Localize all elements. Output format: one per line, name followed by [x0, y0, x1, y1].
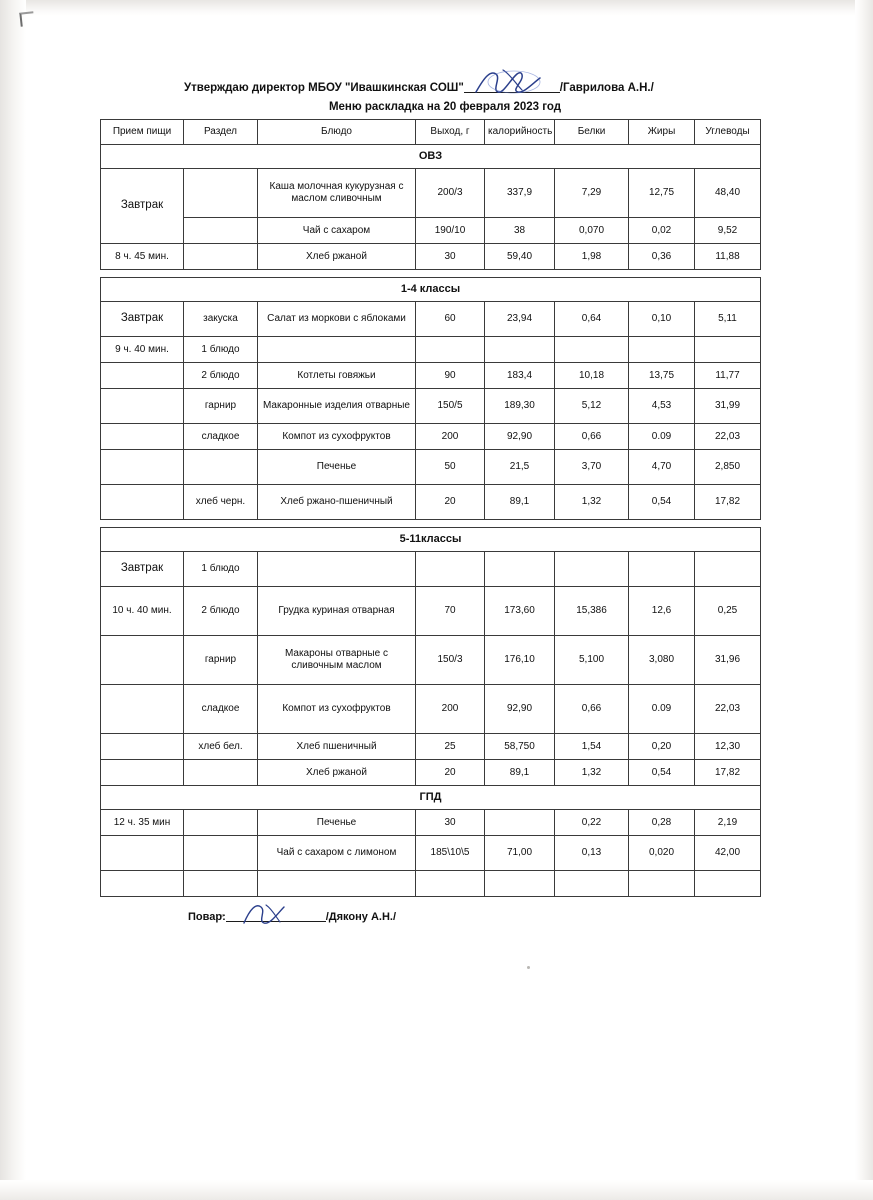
uglevody-cell: 17,82 — [695, 760, 761, 786]
table-row — [101, 363, 761, 389]
meal-empty-cell — [101, 836, 184, 871]
razdel-cell: гарнир — [184, 636, 258, 685]
section-title-gpd: ГПД — [101, 786, 761, 810]
approval-signatory: /Гаврилова А.Н./ — [559, 82, 654, 94]
vyhod-cell: 200 — [416, 685, 485, 734]
section-header-row — [101, 786, 761, 810]
meal-time-ovz: 8 ч. 45 мин. — [101, 244, 184, 270]
kcal-cell — [485, 810, 555, 836]
table-row — [101, 169, 761, 218]
meal-label-grades-1-4: Завтрак — [101, 302, 184, 337]
cook-signature-mark — [240, 901, 310, 927]
document-title: Меню раскладка на 20 февраля 2023 год — [328, 101, 562, 113]
vyhod-cell: 70 — [416, 587, 485, 636]
vyhod-cell: 200 — [416, 424, 485, 450]
dish-cell: Чай с сахаром с лимоном — [258, 836, 416, 871]
kcal-cell: 23,94 — [485, 302, 555, 337]
document-content — [100, 78, 760, 923]
meal-time-grades-5-11: 10 ч. 40 мин. — [101, 587, 184, 636]
razdel-cell: хлеб бел. — [184, 734, 258, 760]
dish-cell: Хлеб ржано-пшеничный — [258, 485, 416, 520]
belki-cell: 0,070 — [555, 218, 629, 244]
meal-time-grades-1-4: 9 ч. 40 мин. — [101, 337, 184, 363]
header-zhiry: Жиры — [629, 120, 695, 145]
belki-cell — [555, 871, 629, 897]
zhiry-cell — [629, 871, 695, 897]
dish-cell: Грудка куриная отварная — [258, 587, 416, 636]
uglevody-cell: 2,850 — [695, 450, 761, 485]
zhiry-cell: 0,54 — [629, 760, 695, 786]
meal-empty-cell — [101, 685, 184, 734]
kcal-cell: 176,10 — [485, 636, 555, 685]
dish-cell: Котлеты говяжьи — [258, 363, 416, 389]
uglevody-cell: 9,52 — [695, 218, 761, 244]
meal-empty-cell — [101, 760, 184, 786]
vyhod-cell: 200/3 — [416, 169, 485, 218]
razdel-cell — [184, 836, 258, 871]
table-row — [101, 760, 761, 786]
table-row — [101, 485, 761, 520]
razdel-cell: гарнир — [184, 389, 258, 424]
uglevody-cell: 22,03 — [695, 424, 761, 450]
table-row — [101, 810, 761, 836]
menu-table — [100, 119, 761, 897]
uglevody-cell: 17,82 — [695, 485, 761, 520]
uglevody-cell — [695, 552, 761, 587]
table-row — [101, 424, 761, 450]
table-row — [101, 389, 761, 424]
vyhod-cell — [416, 552, 485, 587]
uglevody-cell: 42,00 — [695, 836, 761, 871]
table-row — [101, 734, 761, 760]
section-title-ovz: ОВЗ — [101, 145, 761, 169]
uglevody-cell — [695, 337, 761, 363]
belki-cell: 0,22 — [555, 810, 629, 836]
vyhod-cell: 30 — [416, 244, 485, 270]
zhiry-cell: 3,080 — [629, 636, 695, 685]
belki-cell: 10,18 — [555, 363, 629, 389]
zhiry-cell: 0.09 — [629, 424, 695, 450]
zhiry-cell: 4,53 — [629, 389, 695, 424]
belki-cell: 15,386 — [555, 587, 629, 636]
section-spacer — [101, 520, 761, 528]
dish-cell: Салат из моркови с яблоками — [258, 302, 416, 337]
razdel-cell — [184, 450, 258, 485]
kcal-cell — [485, 871, 555, 897]
vyhod-cell: 50 — [416, 450, 485, 485]
vyhod-cell — [416, 337, 485, 363]
zhiry-cell: 12,75 — [629, 169, 695, 218]
dish-cell — [258, 552, 416, 587]
section-header-row — [101, 145, 761, 169]
page-corner-mark-icon — [19, 11, 34, 26]
kcal-cell: 89,1 — [485, 760, 555, 786]
belki-cell: 1,54 — [555, 734, 629, 760]
dish-cell: Компот из сухофруктов — [258, 685, 416, 734]
belki-cell: 0,64 — [555, 302, 629, 337]
table-row — [101, 587, 761, 636]
uglevody-cell: 2,19 — [695, 810, 761, 836]
vyhod-cell: 25 — [416, 734, 485, 760]
approval-line — [184, 78, 760, 94]
cook-signature-slot — [226, 907, 326, 923]
vyhod-cell: 150/3 — [416, 636, 485, 685]
approval-prefix: Утверждаю директор МБОУ "Ивашкинская СОШ" — [184, 82, 464, 94]
uglevody-cell: 0,25 — [695, 587, 761, 636]
scan-edge-top — [0, 0, 873, 16]
razdel-cell: 2 блюдо — [184, 587, 258, 636]
kcal-cell: 21,5 — [485, 450, 555, 485]
zhiry-cell — [629, 337, 695, 363]
dish-cell: Макаронные изделия отварные — [258, 389, 416, 424]
uglevody-cell: 31,96 — [695, 636, 761, 685]
vyhod-cell: 20 — [416, 760, 485, 786]
vyhod-cell: 90 — [416, 363, 485, 389]
table-row — [101, 450, 761, 485]
belki-cell: 0,66 — [555, 685, 629, 734]
table-row — [101, 685, 761, 734]
table-header-row — [101, 120, 761, 145]
meal-label-ovz: Завтрак — [101, 169, 184, 244]
kcal-cell: 173,60 — [485, 587, 555, 636]
belki-cell — [555, 337, 629, 363]
razdel-cell: 1 блюдо — [184, 552, 258, 587]
razdel-cell — [184, 244, 258, 270]
table-row — [101, 218, 761, 244]
dish-cell: Хлеб пшеничный — [258, 734, 416, 760]
dish-cell: Хлеб ржаной — [258, 244, 416, 270]
zhiry-cell: 0,20 — [629, 734, 695, 760]
zhiry-cell: 4,70 — [629, 450, 695, 485]
dish-cell — [258, 871, 416, 897]
table-row — [101, 836, 761, 871]
cook-label: Повар: — [188, 911, 226, 923]
meal-empty-cell — [101, 389, 184, 424]
meal-empty-cell — [101, 363, 184, 389]
scan-edge-right — [855, 0, 873, 1200]
razdel-cell: 2 блюдо — [184, 363, 258, 389]
section-header-row — [101, 278, 761, 302]
kcal-cell: 337,9 — [485, 169, 555, 218]
uglevody-cell: 22,03 — [695, 685, 761, 734]
belki-cell: 5,12 — [555, 389, 629, 424]
razdel-cell — [184, 810, 258, 836]
kcal-cell — [485, 337, 555, 363]
kcal-cell: 38 — [485, 218, 555, 244]
cook-signatory: /Дякону А.Н./ — [325, 911, 397, 923]
zhiry-cell: 0,020 — [629, 836, 695, 871]
table-row — [101, 552, 761, 587]
belki-cell: 3,70 — [555, 450, 629, 485]
uglevody-cell: 11,77 — [695, 363, 761, 389]
zhiry-cell: 0,28 — [629, 810, 695, 836]
header-vyhod: Выход, г — [416, 120, 485, 145]
cook-signature-line — [188, 907, 760, 923]
razdel-cell — [184, 760, 258, 786]
section-header-row — [101, 528, 761, 552]
uglevody-cell: 11,88 — [695, 244, 761, 270]
uglevody-cell: 48,40 — [695, 169, 761, 218]
kcal-cell: 59,40 — [485, 244, 555, 270]
dish-cell: Каша молочная кукурузная с маслом сливочным — [258, 169, 416, 218]
dish-cell: Компот из сухофруктов — [258, 424, 416, 450]
header-priem-pishchi: Прием пищи — [101, 120, 184, 145]
scan-edge-left — [0, 0, 26, 1200]
zhiry-cell: 0,02 — [629, 218, 695, 244]
vyhod-cell: 150/5 — [416, 389, 485, 424]
meal-empty-cell — [101, 485, 184, 520]
header-belki: Белки — [555, 120, 629, 145]
kcal-cell: 71,00 — [485, 836, 555, 871]
razdel-cell: сладкое — [184, 685, 258, 734]
scan-speck — [527, 966, 530, 969]
dish-cell: Печенье — [258, 450, 416, 485]
zhiry-cell: 0,54 — [629, 485, 695, 520]
vyhod-cell — [416, 871, 485, 897]
razdel-cell — [184, 218, 258, 244]
razdel-cell: закуска — [184, 302, 258, 337]
meal-empty-cell — [101, 450, 184, 485]
zhiry-cell: 0,10 — [629, 302, 695, 337]
meal-empty-cell — [101, 636, 184, 685]
table-row — [101, 244, 761, 270]
razdel-cell: 1 блюдо — [184, 337, 258, 363]
meal-time-gpd: 12 ч. 35 мин — [101, 810, 184, 836]
table-row — [101, 337, 761, 363]
vyhod-cell: 30 — [416, 810, 485, 836]
belki-cell: 1,32 — [555, 485, 629, 520]
table-row — [101, 302, 761, 337]
section-title-grades-1-4: 1-4 классы — [101, 278, 761, 302]
meal-empty-cell — [101, 871, 184, 897]
kcal-cell: 92,90 — [485, 685, 555, 734]
uglevody-cell: 31,99 — [695, 389, 761, 424]
zhiry-cell: 12,6 — [629, 587, 695, 636]
belki-cell: 0,13 — [555, 836, 629, 871]
zhiry-cell: 0.09 — [629, 685, 695, 734]
belki-cell: 7,29 — [555, 169, 629, 218]
zhiry-cell: 13,75 — [629, 363, 695, 389]
signature-underline — [464, 92, 560, 93]
kcal-cell: 92,90 — [485, 424, 555, 450]
kcal-cell: 189,30 — [485, 389, 555, 424]
table-row — [101, 636, 761, 685]
uglevody-cell — [695, 871, 761, 897]
vyhod-cell: 190/10 — [416, 218, 485, 244]
kcal-cell: 89,1 — [485, 485, 555, 520]
vyhod-cell: 60 — [416, 302, 485, 337]
razdel-cell — [184, 169, 258, 218]
razdel-cell: сладкое — [184, 424, 258, 450]
header-blyudo: Блюдо — [258, 120, 416, 145]
dish-cell — [258, 337, 416, 363]
vyhod-cell: 185\10\5 — [416, 836, 485, 871]
razdel-cell: хлеб черн. — [184, 485, 258, 520]
uglevody-cell: 12,30 — [695, 734, 761, 760]
section-title-grades-5-11: 5-11классы — [101, 528, 761, 552]
dish-cell: Макароны отварные с сливочным маслом — [258, 636, 416, 685]
meal-empty-cell — [101, 424, 184, 450]
scan-edge-bottom — [0, 1180, 873, 1200]
uglevody-cell: 5,11 — [695, 302, 761, 337]
dish-cell: Хлеб ржаной — [258, 760, 416, 786]
header-razdel: Раздел — [184, 120, 258, 145]
meal-label-grades-5-11: Завтрак — [101, 552, 184, 587]
belki-cell: 1,32 — [555, 760, 629, 786]
section-spacer — [101, 270, 761, 278]
director-signature-slot — [464, 78, 560, 94]
belki-cell: 5,100 — [555, 636, 629, 685]
dish-cell: Чай с сахаром — [258, 218, 416, 244]
belki-cell: 1,98 — [555, 244, 629, 270]
kcal-cell — [485, 552, 555, 587]
header-kaloriynost: калорийность — [485, 120, 555, 145]
vyhod-cell: 20 — [416, 485, 485, 520]
header-uglevody: Углеводы — [695, 120, 761, 145]
table-row — [101, 871, 761, 897]
kcal-cell: 183,4 — [485, 363, 555, 389]
razdel-cell — [184, 871, 258, 897]
zhiry-cell — [629, 552, 695, 587]
dish-cell: Печенье — [258, 810, 416, 836]
kcal-cell: 58,750 — [485, 734, 555, 760]
zhiry-cell: 0,36 — [629, 244, 695, 270]
meal-empty-cell — [101, 734, 184, 760]
belki-cell — [555, 552, 629, 587]
belki-cell: 0,66 — [555, 424, 629, 450]
